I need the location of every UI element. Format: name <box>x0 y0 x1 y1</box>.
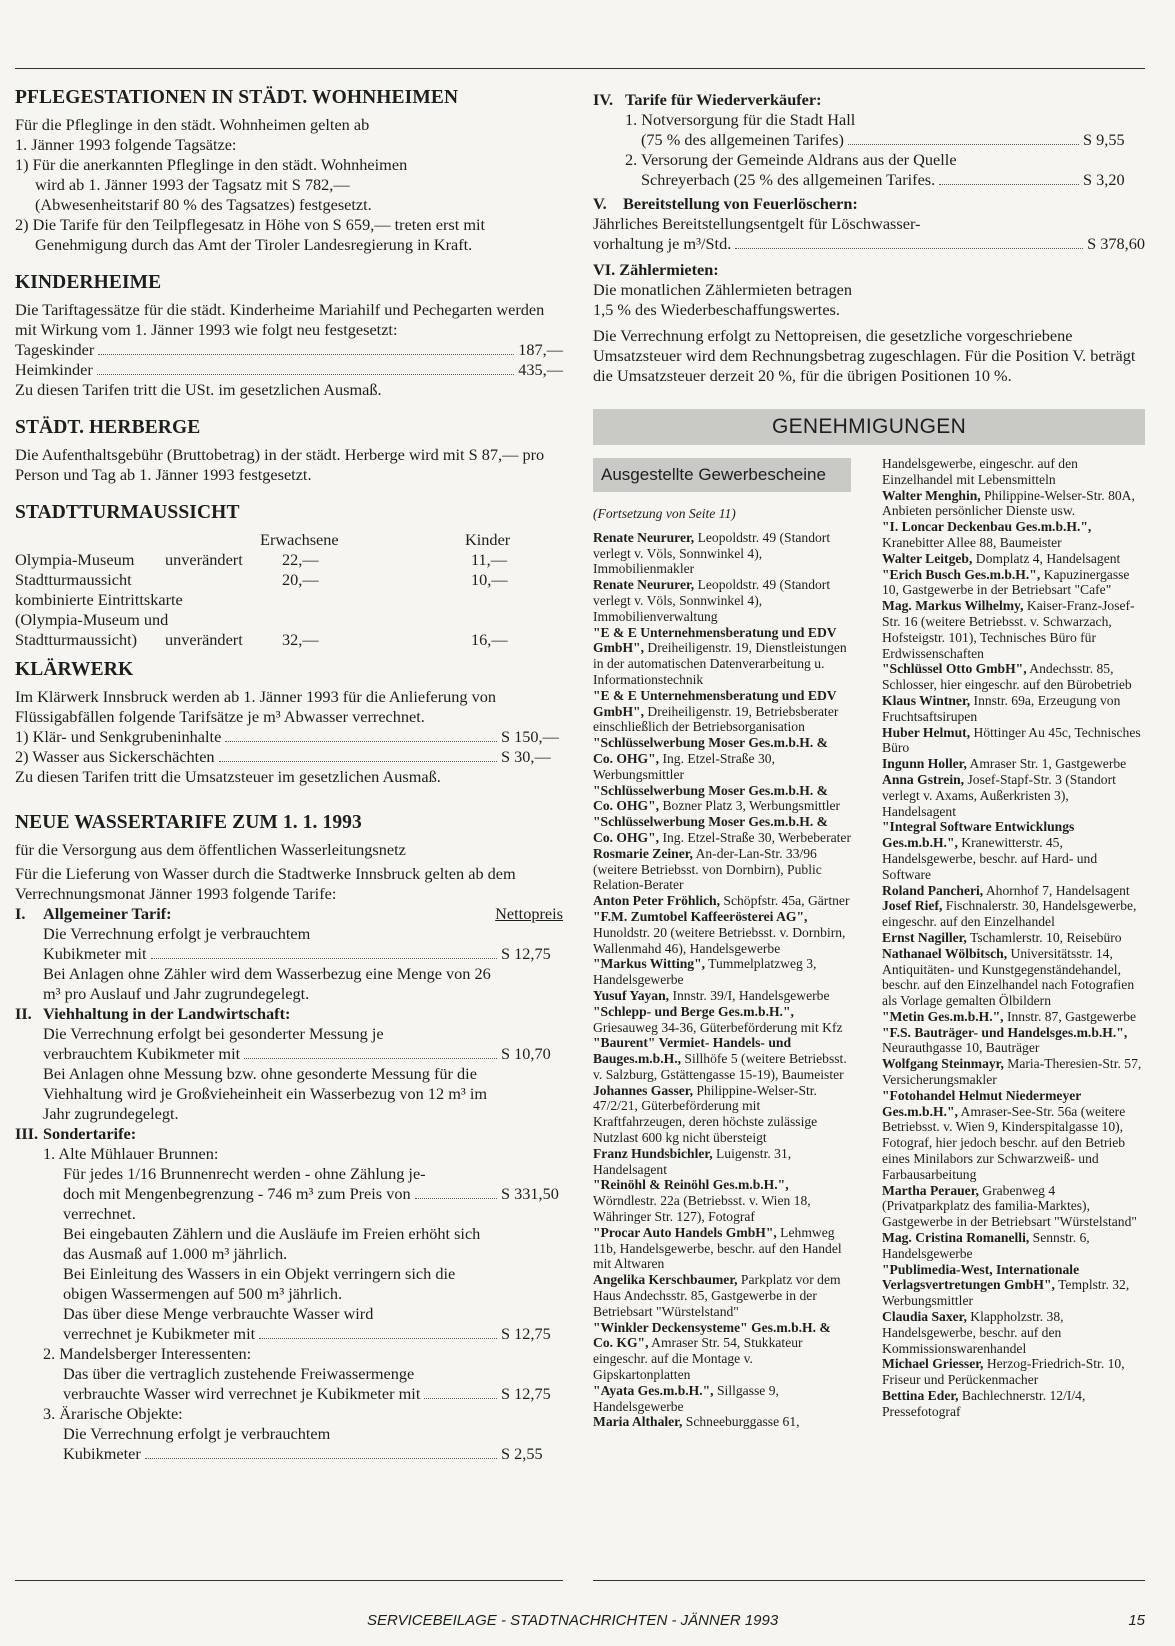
license-entry <box>593 956 851 988</box>
license-entry <box>593 530 851 577</box>
license-entry <box>593 577 851 624</box>
license-details: Maria-Theresien-Str. 57, Versicherungsmakler <box>882 1056 1142 1088</box>
dot-leader <box>939 184 1079 185</box>
license-entry <box>882 1309 1145 1356</box>
license-details: Neurauthgasse 10, Bauträger <box>882 1040 1040 1056</box>
tariff-label: Kubikmeter mit <box>43 944 147 963</box>
table-row <box>15 550 510 570</box>
license-details: Handelsgewerbe, eingeschr. auf den Einzelhandel mit Lebensmitteln <box>882 456 1078 487</box>
subsection-title: 1. Alte Mühlauer Brunnen: <box>43 1144 219 1163</box>
license-details: An-der-Lan-Str. 33/96 (weitere Betriebsst. von Dornbirn), Public Relation-Berater <box>593 845 822 893</box>
text-line: 2. Versorung der Gemeinde Aldrans aus der Quelle <box>625 150 957 169</box>
text-line: verrechnet. <box>63 1204 136 1223</box>
license-entry <box>882 756 1145 772</box>
license-details: Philippine-Welser-Str. 47/2/21, Güterbeförderung mit Kraftfahrzeugen, deren höchste zulässige Nutzlast 600 kg nicht übersteigt <box>593 1082 818 1146</box>
license-entry <box>593 1035 851 1082</box>
license-details: Hunoldstr. 20 (weitere Betriebsst. v. Dornbirn, Wallenmahd 46), Handelsgewerbe <box>593 924 846 956</box>
netto-label: Nettopreis <box>495 904 563 923</box>
license-details: Innstr. 69a, Erzeugung von Fruchtsaftsirupen <box>882 692 1121 724</box>
license-details: Grabenweg 4 (Privatparkplatz des familia-Marktes), Gastgewerbe in der Betriebsart "Würstelstand" <box>882 1182 1137 1230</box>
license-details: Wörndlestr. 22a (Betriebsst. v. Wien 18, Währinger Str. 127), Fotograf <box>593 1193 811 1225</box>
licensee-name: Josef Rief, <box>882 898 943 914</box>
license-entry <box>593 735 851 782</box>
text-line: Für jedes 1/16 Brunnenrecht werden - ohne Zählung je- <box>63 1164 426 1183</box>
tariff-II-header <box>15 1004 563 1024</box>
venue-name: Olympia-Museum <box>15 550 135 569</box>
subsection-title: 3. Ärarische Objekte: <box>43 1404 183 1423</box>
tariff-value: 435,— <box>518 360 563 379</box>
licensee-name: "Ayata Ges.m.b.H.", <box>593 1382 714 1398</box>
license-list-b <box>882 456 1145 1420</box>
license-details: Dreiheiligenstr. 19, Dienstleistungen in der automatischen Datenverarbeitung u. Informationstechnik <box>593 640 847 687</box>
license-details: Amraser Str. 54, Stukkateur eingeschr. auf die Montage v. Gipskartonplatten <box>593 1335 803 1383</box>
license-details: Höttinger Au 45c, Technisches Büro <box>882 724 1141 756</box>
text-line: 1. Jänner 1993 folgende Tagsätze: <box>15 135 237 154</box>
license-details: Parkplatz vor dem Haus Andechsstr. 85, Gastgewerbe in der Betriebsart "Würstelstand" <box>593 1272 841 1319</box>
dot-leader <box>151 958 497 959</box>
dot-leader <box>735 248 1083 249</box>
roman-number: IV. <box>593 90 614 109</box>
tariff-value: S 30,— <box>501 747 551 766</box>
heading-stadtturm: STADTTURMAUSSICHT <box>15 502 240 523</box>
licensee-name: Walter Leitgeb, <box>882 550 973 566</box>
tax-note: Die Verrechnung erfolgt zu Nettopreisen, die gesetzliche vorgeschriebene Umsatzsteuer wird dem Rechnungsbetrag zugeschlagen. Für die Position V. beträgt die Umsatzsteuer derzeit 20 %, für die übrigen Positionen 10 %. <box>593 326 1136 385</box>
license-entry <box>593 783 851 815</box>
text-line: 1,5 % des Wiederbeschaffungswertes. <box>593 300 840 319</box>
license-entry <box>882 1009 1145 1025</box>
bottom-rule-right <box>593 1580 1145 1581</box>
text-line: Die Verrechnung erfolgt je verbrauchtem <box>63 1424 331 1443</box>
text-block: Bei eingebauten Zählern und die Ausläufe im Freien erhöht sich das Ausmaß auf 1.000 m³ jährlich. <box>63 1224 481 1263</box>
license-details: Philippine-Welser-Str. 80A, Anbieten persönlicher Dienste usw. <box>882 487 1135 519</box>
licensee-name: Walter Menghin, <box>882 487 981 503</box>
dot-leader <box>259 1338 497 1339</box>
license-entry <box>593 1146 851 1178</box>
adult-price: 20,— <box>282 570 319 589</box>
tariff-label: (75 % des allgemeinen Tarifes) <box>641 130 844 149</box>
licensee-name: "Schlüsselwerbung Moser Ges.m.b.H. & Co. OHG", <box>593 735 828 766</box>
licensee-name: "Schlüsselwerbung Moser Ges.m.b.H. & Co. OHG", <box>593 814 828 845</box>
heading-wassertarife: NEUE WASSERTARIFE ZUM 1. 1. 1993 <box>15 812 362 833</box>
license-entry <box>882 488 1145 520</box>
tariff-row <box>15 747 563 767</box>
venue-status <box>165 570 260 590</box>
tariff-value: S 331,50 <box>501 1184 559 1203</box>
licensee-name: Claudia Saxer, <box>882 1309 967 1325</box>
tariff-value: S 378,60 <box>1087 234 1145 253</box>
tariff-value: S 10,70 <box>501 1044 551 1063</box>
tariff-value: S 12,75 <box>501 1324 551 1343</box>
licensee-name: Anna Gstrein, <box>882 771 965 787</box>
text-line: Das über die vertraglich zustehende Freiwassermenge <box>63 1364 415 1383</box>
admission-table <box>15 530 510 650</box>
license-details: Leopoldstr. 49 (Standort verlegt v. Völs, Sonnwinkel 4), Immobilienverwaltung <box>593 577 831 624</box>
pflege-item-1: 1) Für die anerkannten Pfleglinge in den städt. Wohnheimen wird ab 1. Jänner 1993 der Tagsatz mit S 782,— (Abwesenheitstarif 80 % des Tagsatzes) festgesetzt. <box>15 155 408 214</box>
license-details: Kaiser-Franz-Josef-Str. 16 (weitere Betriebsst. v. Schwarzach, Hofsteigstr. 101), Technisches Büro für Erdwissenschaften <box>882 598 1135 661</box>
license-details: Sillhöfe 5 (weitere Betriebsst. v. Salzburg, Gstättengasse 15-19), Baumeister <box>593 1051 847 1082</box>
section-stadtturm <box>15 503 563 650</box>
page-number: 15 <box>1128 1612 1145 1629</box>
licensee-name: "Publimedia-West, Internationale Verlagsvertretungen GmbH", <box>882 1261 1080 1293</box>
roman-number: II. <box>15 1004 32 1023</box>
tariff-row <box>625 170 1145 190</box>
license-entry <box>882 946 1145 1009</box>
license-entry <box>882 725 1145 757</box>
tariff-V-header <box>593 194 1145 214</box>
tariff-row <box>63 1324 563 1344</box>
tariff-row <box>43 1044 563 1064</box>
license-details: Innstr. 87, Gastgewerbe <box>1003 1008 1137 1024</box>
license-entry <box>593 1083 851 1146</box>
text-line: Jährliches Bereitstellungsentgelt für Löschwasser- <box>593 214 921 233</box>
bottom-rule-left <box>15 1580 563 1581</box>
adult-price: 22,— <box>282 550 319 569</box>
section-klaerwerk <box>15 660 563 787</box>
license-entry <box>593 1225 851 1272</box>
roman-number: V. <box>593 194 607 213</box>
license-entry <box>882 1262 1145 1309</box>
table-row <box>15 630 510 650</box>
dot-leader <box>98 354 514 355</box>
license-entry <box>882 567 1145 599</box>
license-entry <box>593 846 851 893</box>
license-details: Dreiheiligenstr. 19, Betriebsberater einschließlich der Betriebsorganisation <box>593 703 839 735</box>
license-details: Tschamlerstr. 10, Reisebüro <box>966 929 1122 945</box>
dot-leader <box>145 1458 497 1459</box>
tariff-label: doch mit Mengenbegrenzung - 746 m³ zum Preis von <box>63 1184 411 1203</box>
venue-status: unverändert <box>165 550 243 569</box>
tariff-row <box>63 1384 563 1404</box>
licensee-name: "Schlüssel Otto GmbH", <box>882 661 1027 677</box>
license-entry <box>882 883 1145 899</box>
licensee-name: "Winkler Deckensysteme" Ges.m.b.H. & Co. KG", <box>593 1319 831 1351</box>
tariff-row <box>15 360 563 380</box>
license-entry <box>593 909 851 956</box>
licensee-name: Yusuf Yayan, <box>593 987 670 1003</box>
license-entry <box>882 456 1145 488</box>
dot-leader <box>219 761 497 762</box>
tariff-label: 2) Wasser aus Sickerschächten <box>15 747 215 766</box>
license-entry <box>882 1388 1145 1420</box>
licensee-name: Nathanael Wölbitsch, <box>882 945 1008 961</box>
license-details: Amraser Str. 1, Gastgewerbe <box>966 756 1127 772</box>
tariff-row <box>625 130 1145 150</box>
licensee-name: "Reinöhl & Reinöhl Ges.m.b.H.", <box>593 1177 789 1193</box>
license-details: Bachlechnerstr. 12/I/4, Pressefotograf <box>882 1388 1086 1419</box>
kinder-note: Zu diesen Tarifen tritt die USt. im gesetzlichen Ausmaß. <box>15 380 382 399</box>
license-entry <box>882 898 1145 930</box>
licensee-name: Anton Peter Fröhlich, <box>593 893 720 909</box>
combo-line: kombinierte Eintrittskarte <box>15 590 183 609</box>
footer-title: SERVICEBEILAGE - STADTNACHRICHTEN - JÄNNER 1993 <box>367 1612 779 1629</box>
license-entry <box>882 1088 1145 1183</box>
kinder-text: Die Tariftagessätze für die städt. Kinderheime Mariahilf und Pechegarten werden mit Wirkung vom 1. Jänner 1993 wie folgt neu festgesetzt: <box>15 300 545 339</box>
licensee-name: Bettina Eder, <box>882 1388 959 1404</box>
text-line: Die Verrechnung erfolgt je verbrauchtem <box>43 924 311 943</box>
child-price: 16,— <box>471 630 508 649</box>
license-details: Bozner Platz 3, Werbungsmittler <box>659 798 841 814</box>
licensee-name: "F.S. Bauträger- und Handelsges.m.b.H.", <box>882 1024 1128 1040</box>
license-entry <box>882 1183 1145 1230</box>
adult-price: 32,— <box>282 630 319 649</box>
license-details: Innstr. 39/I, Handelsgewerbe <box>669 987 830 1003</box>
tariff-value: S 3,20 <box>1083 170 1125 189</box>
license-entry <box>593 893 851 909</box>
licensee-name: Ernst Nagiller, <box>882 929 967 945</box>
right-column <box>593 90 1145 386</box>
tariff-label: 1) Klär- und Senkgrubeninhalte <box>15 727 222 746</box>
license-entry <box>593 688 851 735</box>
herberge-text: Die Aufenthaltsgebühr (Bruttobetrag) in der städt. Herberge wird mit S 87,— pro Person und Tag ab 1. Jänner 1993 festgesetzt. <box>15 445 545 484</box>
tariff-label: Kubikmeter <box>63 1444 141 1463</box>
license-details: Tummelplatzweg 3, Handelsgewerbe <box>593 956 817 988</box>
pflege-item-2: 2) Die Tarife für den Teilpflegesatz in Höhe von S 659,— treten erst mit Genehmigung durch das Amt der Tiroler Landesregierung in Kraft. <box>15 215 486 254</box>
licensee-name: Martha Perauer, <box>882 1182 979 1198</box>
licensee-name: "Fotohandel Helmut Niedermeyer Ges.m.b.H.", <box>882 1087 1082 1119</box>
text-line: Die monatlichen Zählermieten betragen <box>593 280 853 299</box>
genehmigungen-banner: GENEHMIGUNGEN <box>593 409 1145 445</box>
licensee-name: "Schlepp- und Berge Ges.m.b.H.", <box>593 1003 794 1019</box>
section-wassertarife <box>15 813 563 1464</box>
licensee-name: "Erich Busch Ges.m.b.H.", <box>882 566 1041 582</box>
wasser-sub: für die Versorgung aus dem öffentlichen Wasserleitungsnetz <box>15 840 406 859</box>
tariff-row <box>15 340 563 360</box>
licensee-name: Ingunn Holler, <box>882 756 967 772</box>
tariff-label: vorhaltung je m³/Std. <box>593 234 732 253</box>
tariff-value: S 12,75 <box>501 944 551 963</box>
tariff-label: verbrauchte Wasser wird verrechnet je Kubikmeter mit <box>63 1384 421 1403</box>
section-kinderheime <box>15 273 563 400</box>
heading-klaerwerk: KLÄRWERK <box>15 659 134 680</box>
licensee-name: Rosmarie Zeiner, <box>593 845 693 861</box>
licensee-name: "Metin Ges.m.b.H.", <box>882 1008 1004 1024</box>
license-entry <box>593 625 851 688</box>
license-details: Leopoldstr. 49 (Standort verlegt v. Völs, Sonnwinkel 4), Immobilienmakler <box>593 529 831 577</box>
license-entry <box>882 661 1145 693</box>
section-herberge <box>15 418 563 485</box>
tariff-row <box>63 1184 563 1204</box>
license-details: Andechsstr. 85, Schlosser, hier eingeschr. auf den Bürobetrieb <box>882 661 1132 693</box>
license-details: Universitätsstr. 14, Antiquitäten- und Kunstgegenständehandel, beschr. auf den Einzelhandel nach Fotografien als Vorlage gemalten Ölbildern <box>882 945 1135 1009</box>
licensee-name: Huber Helmut, <box>882 724 971 740</box>
license-entry <box>882 1230 1145 1262</box>
tariff-label: Schreyerbach (25 % des allgemeinen Tarifes. <box>641 170 936 189</box>
license-entry <box>593 1383 851 1415</box>
license-details: Domplatz 4, Handelsagent <box>972 550 1121 566</box>
license-entry <box>593 1414 851 1430</box>
license-entry <box>882 693 1145 725</box>
wasser-intro: Für die Lieferung von Wasser durch die Stadtwerke Innsbruck gelten ab dem Verrechnungsmonat Jänner 1993 folgende Tarife: <box>15 864 516 903</box>
license-entry <box>882 930 1145 946</box>
venue-name: Stadtturmaussicht) <box>15 630 138 649</box>
tariff-row <box>63 1444 563 1464</box>
license-details: Kranebitter Allee 88, Baumeister <box>882 534 1062 550</box>
tariff-IV-header <box>593 90 1145 110</box>
venue-name: Stadtturmaussicht <box>15 570 132 589</box>
licensee-name: "Baurent" Vermiet- Handels- und Bauges.m.b.H., <box>593 1035 791 1067</box>
table-row <box>15 570 510 590</box>
license-details: Sennstr. 6, Handelsgewerbe <box>882 1230 1090 1261</box>
license-details: Klappholzstr. 38, Handelsgewerbe, beschr. auf den Kommissionswarenhandel <box>882 1309 1064 1356</box>
tariff-title: Tarife für Wiederverkäufer: <box>625 90 822 109</box>
tariff-value: 187,— <box>518 340 563 359</box>
license-entry <box>882 519 1145 551</box>
tariff-title: Bereitstellung von Feuerlöschern: <box>623 194 858 213</box>
license-details: Schöpfstr. 45a, Gärtner <box>719 893 850 909</box>
dot-leader <box>848 144 1079 145</box>
license-details: Templstr. 32, Werbungsmittler <box>882 1277 1130 1309</box>
licensee-name: Mag. Markus Wilhelmy, <box>882 598 1024 614</box>
license-entry <box>882 551 1145 567</box>
tariff-title: VI. Zählermieten: <box>593 260 719 279</box>
section-pflegestationen <box>15 88 563 255</box>
licensee-name: Mag. Cristina Romanelli, <box>882 1230 1030 1246</box>
license-details: Griesauweg 34-36, Güterbeförderung mit Kfz <box>593 1019 843 1035</box>
licensee-name: "Markus Witting", <box>593 956 706 972</box>
tariff-row <box>15 727 563 747</box>
text-line: Das über diese Menge verbrauchte Wasser wird <box>63 1304 374 1323</box>
tariff-I-header <box>15 904 563 924</box>
licensee-name: Renate Neururer, <box>593 529 695 545</box>
tariff-title: Allgemeiner Tarif: <box>43 904 172 923</box>
tariff-value: S 9,55 <box>1083 130 1125 149</box>
heading-herberge: STÄDT. HERBERGE <box>15 417 201 438</box>
license-entry <box>593 1320 851 1383</box>
license-details: Kranewitterstr. 45, Handelsgewerbe, beschr. auf Hard- und Software <box>882 835 1098 882</box>
top-rule <box>15 68 1145 69</box>
licensee-name: "I. Loncar Deckenbau Ges.m.b.H.", <box>882 519 1092 535</box>
licensee-name: Angelika Kerschbaumer, <box>593 1272 738 1288</box>
license-entry <box>882 772 1145 819</box>
left-column <box>15 88 563 1482</box>
license-details: Luigenstr. 31, Handelsagent <box>593 1145 792 1177</box>
text-line: Für die Pfleglinge in den städt. Wohnheimen gelten ab <box>15 115 370 134</box>
combo-line: (Olympia-Museum und <box>15 610 169 629</box>
continued-note: (Fortsetzung von Seite 11) <box>593 506 736 521</box>
heading-kinderheime: KINDERHEIME <box>15 272 162 293</box>
dot-leader <box>424 1398 497 1399</box>
license-details: Kapuzinergasse 10, Gastgewerbe in der Betriebsart "Cafe" <box>882 566 1130 598</box>
license-entry <box>882 1356 1145 1388</box>
license-list-a <box>593 506 851 1430</box>
license-details: Ahornhof 7, Handelsagent <box>983 882 1130 898</box>
license-entry <box>882 1056 1145 1088</box>
child-price: 11,— <box>471 550 508 569</box>
tariff-label: Tageskinder <box>15 340 95 359</box>
text-line: Die Verrechnung erfolgt bei gesonderter Messung je <box>43 1024 384 1043</box>
tariff-value: S 12,75 <box>501 1384 551 1403</box>
licensee-name: "E & E Unternehmensberatung und EDV GmbH", <box>593 624 837 656</box>
license-details: Schneeburggasse 61, <box>682 1414 800 1430</box>
licensee-name: "Procar Auto Handels GmbH", <box>593 1224 777 1240</box>
col-adult: Erwachsene <box>260 530 339 549</box>
tariff-value: S 2,55 <box>501 1444 543 1463</box>
text-block: Bei Anlagen ohne Zähler wird dem Wasserbezug eine Menge von 26 m³ pro Auslauf und Jahr zugrundegelegt. <box>43 964 491 1003</box>
col-child: Kinder <box>465 530 511 549</box>
tariff-label: verrechnet je Kubikmeter mit <box>63 1324 256 1343</box>
license-entry <box>882 819 1145 882</box>
text-block: Bei Anlagen ohne Messung bzw. ohne gesonderte Messung für die Viehhaltung wird je Großvieheinheit ein Wasserbezug von 12 m³ im Jahr zugrundegelegt. <box>43 1064 488 1123</box>
heading-pflegestationen: PFLEGESTATIONEN IN STÄDT. WOHNHEIMEN <box>15 87 459 108</box>
license-details: Herzog-Friedrich-Str. 10, Friseur und Perückenmacher <box>882 1356 1125 1388</box>
license-entry <box>593 1272 851 1319</box>
licensee-name: "Integral Software Entwicklungs Ges.m.b.H.", <box>882 819 1075 851</box>
tariff-value: S 150,— <box>501 727 559 746</box>
license-details: Ing. Etzel-Straße 30, Werbungsmittler <box>593 750 775 782</box>
licensee-name: Renate Neururer, <box>593 577 695 593</box>
roman-number: III. <box>15 1124 39 1143</box>
licensee-name: Klaus Wintner, <box>882 692 971 708</box>
klaer-text: Im Klärwerk Innsbruck werden ab 1. Jänner 1993 für die Anlieferung von Flüssigabfällen folgende Tarifsätze je m³ Abwasser verrechnet. <box>15 687 497 726</box>
license-details: Amraser-See-Str. 56a (weitere Betriebsst. v. Wien 9, Kinderspitalgasse 10), Fotograf, hier jedoch beschr. auf den Betrieb eines Minilabors zur Schwarzweiß- und Farbausarbeitung <box>882 1103 1126 1182</box>
roman-number: I. <box>15 904 26 923</box>
license-entry <box>593 1004 851 1036</box>
text-line: 1. Notversorgung für die Stadt Hall <box>625 110 856 129</box>
license-details: Lehmweg 11b, Handelsgewerbe, beschr. auf den Handel mit Altwaren <box>593 1224 842 1272</box>
gewerbescheine-banner: Ausgestellte Gewerbescheine <box>593 458 851 492</box>
licensee-name: "Schlüsselwerbung Moser Ges.m.b.H. & Co. OHG", <box>593 782 828 814</box>
tariff-III-header <box>15 1124 563 1144</box>
licensee-name: Johannes Gasser, <box>593 1082 693 1098</box>
license-details: Josef-Stapf-Str. 3 (Standort verlegt v. Axams, Außerkristen 3), Handelsagent <box>882 771 1116 819</box>
license-details: Sillgasse 9, Handelsgewerbe <box>593 1382 779 1414</box>
licensee-name: "F.M. Zumtobel Kaffeerösterei AG", <box>593 908 808 924</box>
text-block: Bei Einleitung des Wassers in ein Objekt verringern sich die obigen Wassermengen auf 500 m³ jährlich. <box>63 1264 456 1303</box>
license-entry <box>882 598 1145 661</box>
tariff-title: Viehhaltung in der Landwirtschaft: <box>43 1004 291 1023</box>
tariff-label: Heimkinder <box>15 360 93 379</box>
dot-leader <box>244 1058 497 1059</box>
licensee-name: "E & E Unternehmensberatung und EDV GmbH", <box>593 687 837 719</box>
license-entry <box>593 1177 851 1224</box>
child-price: 10,— <box>471 570 508 589</box>
licensee-name: Maria Althaler, <box>593 1414 683 1430</box>
subsection-title: 2. Mandelsberger Interessenten: <box>43 1344 252 1363</box>
tariff-title: Sondertarife: <box>43 1124 137 1143</box>
licensee-name: Franz Hundsbichler, <box>593 1145 713 1161</box>
tariff-row <box>43 944 563 964</box>
licensee-name: Roland Pancheri, <box>882 882 984 898</box>
license-details: Ing. Etzel-Straße 30, Werbeberater <box>659 829 851 845</box>
klaer-note: Zu diesen Tarifen tritt die Umsatzsteuer im gesetzlichen Ausmaß. <box>15 767 441 786</box>
license-entry <box>593 814 851 846</box>
tariff-row <box>593 234 1145 254</box>
license-entry <box>882 1025 1145 1057</box>
license-details: Fischnalerstr. 30, Handelsgewerbe, eingeschr. auf den Einzelhandel <box>882 898 1137 930</box>
dot-leader <box>97 374 514 375</box>
licensee-name: Michael Griesser, <box>882 1356 984 1372</box>
tariff-label: verbrauchtem Kubikmeter mit <box>43 1044 241 1063</box>
dot-leader <box>225 741 497 742</box>
dot-leader <box>415 1198 497 1199</box>
venue-status: unverändert <box>165 630 243 649</box>
licensee-name: Wolfgang Steinmayr, <box>882 1056 1004 1072</box>
license-entry <box>593 988 851 1004</box>
